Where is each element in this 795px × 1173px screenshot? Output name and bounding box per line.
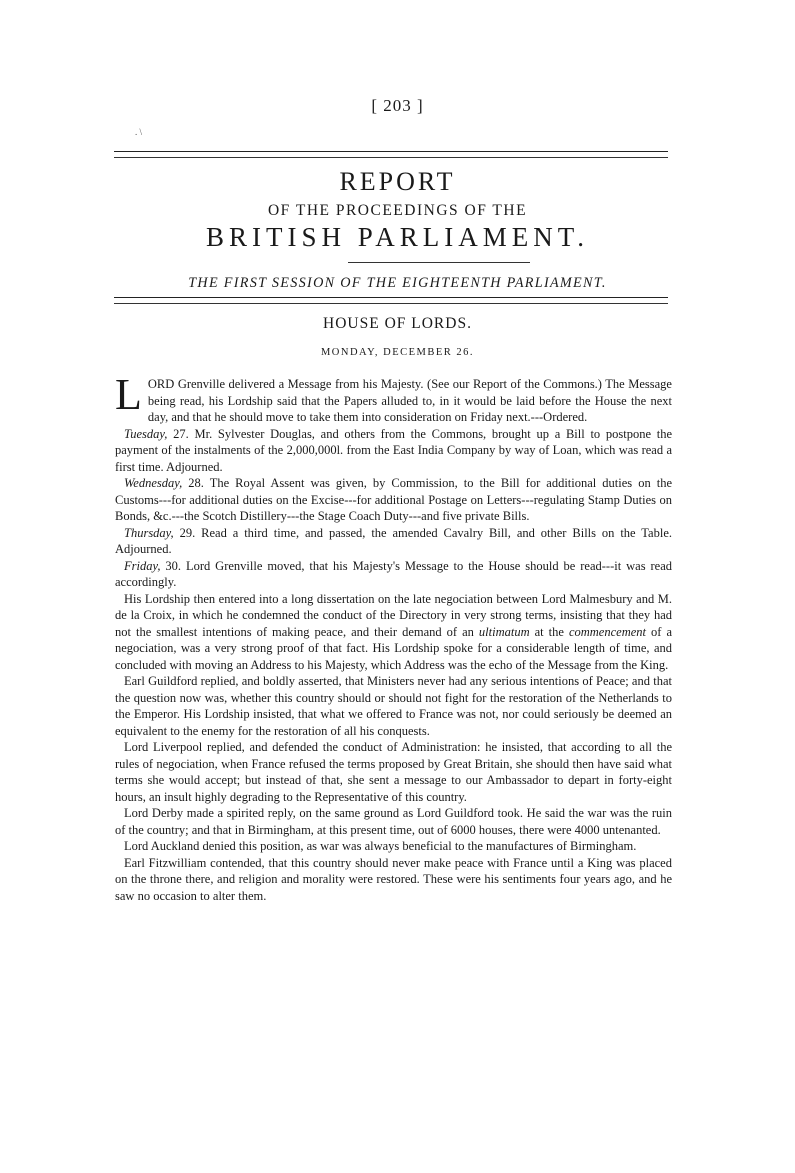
paragraph-text: 29. Read a third time, and passed, the amended Cavalry Bill, and other Bills on the Table. Adjourned. (115, 525, 673, 556)
date-heading: MONDAY, DECEMBER 26. (320, 347, 475, 358)
report-title: REPORT (339, 167, 456, 196)
paragraph-wednesday (115, 475, 672, 525)
paragraph-derby: Lord Derby made a spirited reply, on the same ground as Lord Guildford took. He said the war was the ruin of the country; and that in Birmingham, at this present time, out of 6000 houses, there were 4000 untenanted. (115, 806, 672, 837)
session-heading: THE FIRST SESSION OF THE EIGHTEENTH PARLIAMENT. (188, 275, 607, 291)
paragraph-thursday (115, 525, 672, 558)
day-label: Wednesday, (124, 476, 183, 490)
house-heading: HOUSE OF LORDS. (323, 315, 472, 332)
paragraph-opening (115, 370, 672, 426)
parliament-title: BRITISH PARLIAMENT. (205, 222, 590, 252)
paragraph-text: 30. Lord Grenville moved, that his Majesty's Message to the House should be read---it was read accordingly. (115, 558, 672, 589)
day-label: Friday, (124, 558, 161, 573)
drop-cap: L (115, 370, 142, 419)
paragraph-fitzwilliam: Earl Fitzwilliam contended, that this country should never make peace with France until a King was placed on the throne there, and religion and morality were restored. These were his sentiments four years ago, and he saw no occasion to alter them. (115, 855, 672, 903)
page-number: [ 203 ] (371, 96, 424, 115)
paragraph-guildford: Earl Guildford replied, and boldly asserted, that Ministers never had any serious intentions of Peace; and that the question now was, whether this country should or should not fight for the restoration of the Netherlands to the Emperor. His Lordship insisted, that what we offered to France was not, nor could seriously be deemed an equivalent to the enemy for the restoration of all his conquests. (115, 674, 672, 738)
paragraph-text: His Lordship then entered into a long dissertation on the late negociation between Lord Malmesbury and M. de la Croix, in which he condemned the conduct of the Directory in very strong terms, insisting that they had not the smallest intentions of making peace, and their demand of an (115, 591, 672, 639)
paragraph-text: of a negociation, was a very strong proof of that fact. His Lordship spoke for a considerable length of time, and concluded with moving an Address to his Majesty, which Address was the echo of the Message from the King. (115, 624, 672, 672)
paragraph-text: at the (534, 624, 564, 639)
italic-term: commencement (568, 624, 646, 639)
paragraph-friday (115, 558, 672, 591)
paragraph-grenville-speech (115, 591, 672, 674)
short-rule (348, 262, 530, 263)
paragraph-auckland: Lord Auckland denied this position, as war was always beneficial to the manufactures of Birmingham. (124, 839, 637, 853)
day-label: Thursday, (124, 525, 174, 540)
paragraph-text: 28. The Royal Assent was given, by Commission, to the Bill for additional duties on the Customs---for additional duties on the Excise---for additional Postage on Letters---regulating Stamp Duties on Bonds, &c.---the Scotch Distillery---the Stage Coach Duty---and five private Bills. (115, 476, 673, 523)
top-double-rule (114, 151, 668, 158)
paragraph-liverpool: Lord Liverpool replied, and defended the conduct of Administration: he insisted, that according to all the rules of negociation, when France refused the terms proposed by Great Britain, she should then have said what terms she would accept; but instead of that, she sent a message to our Ambassador to depart in forty-eight hours, an insult highly degrading to the Representative of this country. (115, 740, 672, 804)
session-double-rule (114, 297, 668, 304)
print-speck: . \ (135, 127, 143, 137)
paragraph-tuesday (115, 426, 672, 476)
italic-term: ultimatum (478, 624, 530, 639)
report-subtitle: OF THE PROCEEDINGS OF THE (267, 202, 528, 219)
paragraph-text: 27. Mr. Sylvester Douglas, and others from the Commons, brought up a Bill to postpone the payment of the instalments of the 2,000,000l. from the East India Company by way of Loan, which was read a first time. Adjourned. (115, 426, 673, 474)
day-label: Tuesday, (124, 426, 168, 441)
report-body (115, 370, 673, 904)
paragraph-text: ORD Grenville delivered a Message from his Majesty. (See our Report of the Commons.) The Message being read, his Lordship said that the Papers alluded to, in it would be laid before the House the next day, and that he should move to take them into consideration on Friday next.---Ordered. (147, 377, 672, 424)
